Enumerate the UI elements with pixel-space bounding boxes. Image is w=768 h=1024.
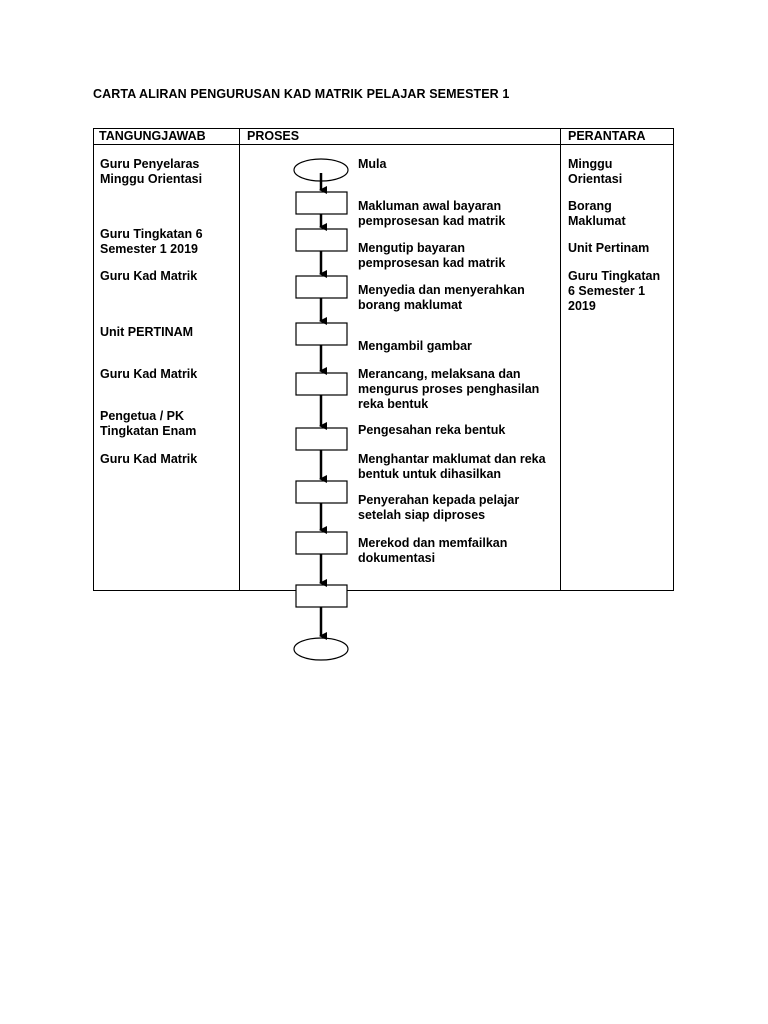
- header-tangungjawab: TANGUNGJAWAB: [99, 129, 206, 143]
- process-box: [296, 481, 347, 503]
- intermediary-item: Minggu Orientasi: [568, 157, 623, 186]
- responsibility-item: Guru Kad Matrik: [100, 452, 198, 466]
- process-step-text: Menyedia dan menyerahkan borang maklumat: [358, 283, 525, 312]
- process-step-text: Merancang, melaksana dan mengurus proses penghasilan reka bentuk: [358, 367, 540, 411]
- process-box: [296, 585, 347, 607]
- process-step-text: Makluman awal bayaran pemprosesan kad matrik: [358, 199, 506, 228]
- intermediary-item: Unit Pertinam: [568, 241, 650, 255]
- process-step-text: Mula: [358, 157, 387, 171]
- header-perantara: PERANTARA: [568, 129, 646, 143]
- process-step-text: Merekod dan memfailkan dokumentasi: [358, 536, 508, 565]
- process-step-text: Penyerahan kepada pelajar setelah siap diproses: [358, 493, 520, 522]
- responsibility-item: Guru Penyelaras Minggu Orientasi: [100, 157, 203, 186]
- responsibility-item: Guru Kad Matrik: [100, 367, 198, 381]
- process-box: [296, 323, 347, 345]
- responsibility-item: Unit PERTINAM: [100, 325, 194, 339]
- process-box: [296, 229, 347, 251]
- process-box: [296, 532, 347, 554]
- responsibility-item: Guru Tingkatan 6 Semester 1 2019: [100, 227, 203, 256]
- page-title: CARTA ALIRAN PENGURUSAN KAD MATRIK PELAJAR SEMESTER 1: [93, 87, 510, 101]
- process-step-text: Menghantar maklumat dan reka bentuk untuk dihasilkan: [358, 452, 546, 481]
- process-step-text: Mengutip bayaran pemprosesan kad matrik: [358, 241, 506, 270]
- process-step-text: Mengambil gambar: [358, 339, 472, 353]
- responsibility-item: Pengetua / PK Tingkatan Enam: [100, 409, 197, 438]
- process-box: [296, 276, 347, 298]
- intermediary-item: Guru Tingkatan 6 Semester 1 2019: [568, 269, 661, 313]
- process-box: [296, 428, 347, 450]
- intermediary-item: Borang Maklumat: [568, 199, 626, 228]
- responsibility-item: Guru Kad Matrik: [100, 269, 198, 283]
- process-box: [296, 373, 347, 395]
- end-terminator: [294, 638, 348, 660]
- header-proses: PROSES: [247, 129, 300, 143]
- process-box: [296, 192, 347, 214]
- process-step-text: Pengesahan reka bentuk: [358, 423, 506, 437]
